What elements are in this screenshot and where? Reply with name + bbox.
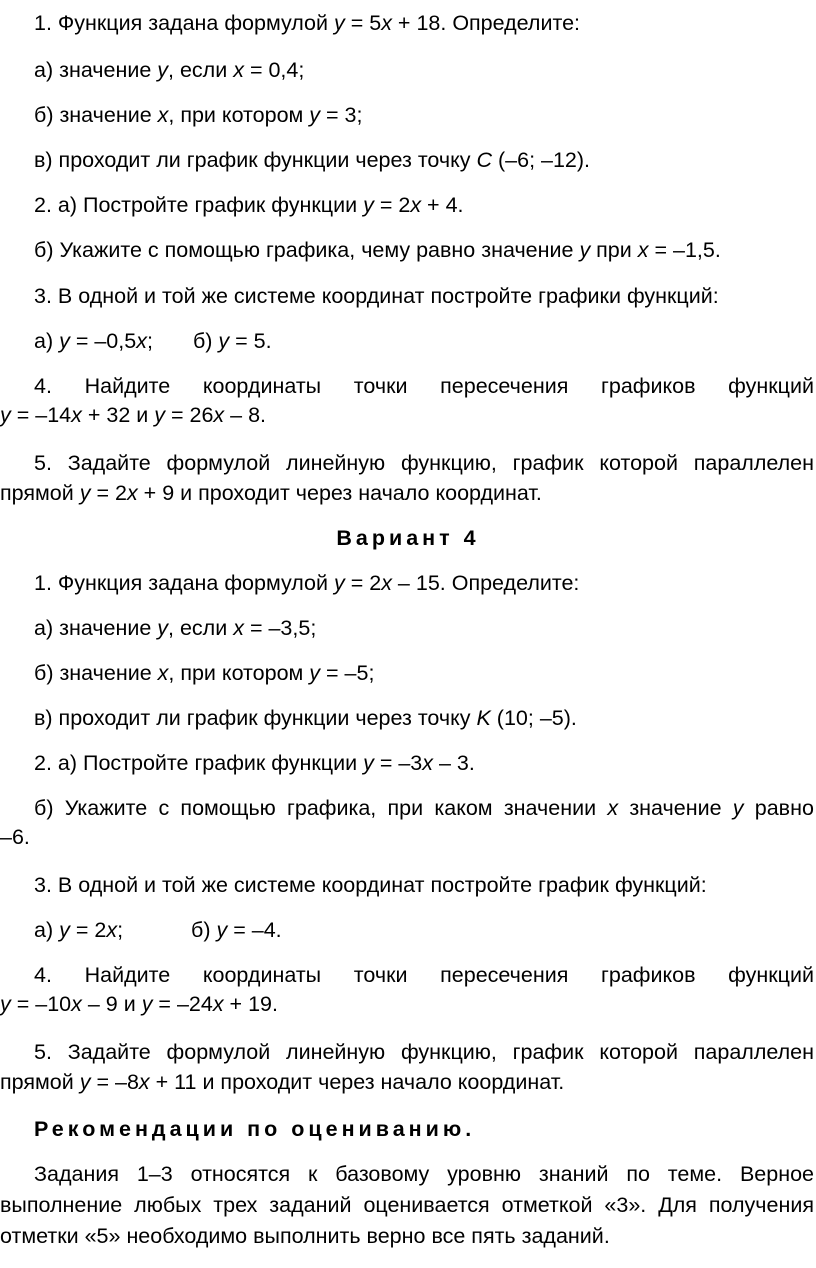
v4-task5-line1: 5. Задайте формулой линейную функцию, график которой параллелен xyxy=(34,1040,814,1064)
v3-task1: 1. Функция задана формулой y = 5x + 18. Определите: xyxy=(34,11,581,35)
v4-task1c: в) проходит ли график функции через точку K (10; –5). xyxy=(34,706,577,730)
v3-task1b: б) значение x, при котором y = 3; xyxy=(34,103,363,127)
v3-task3: 3. В одной и той же системе координат постройте графики функций: xyxy=(34,284,719,308)
recommendations-line1: Задания 1–3 относятся к базовому уровню знаний по теме. Верное xyxy=(34,1162,814,1186)
v4-task1b: б) значение x, при котором y = –5; xyxy=(34,661,375,685)
v3-task5-line2: прямой y = 2x + 9 и проходит через начало координат. xyxy=(0,481,542,505)
v3-task1c: в) проходит ли график функции через точку C (–6; –12). xyxy=(34,148,591,172)
variant4-heading: Вариант 4 xyxy=(336,526,480,550)
recommendations-line2: выполнение любых трех заданий оценивается отметкой «3». Для получения xyxy=(0,1193,814,1217)
v4-task3ab: а) y = 2x; б) y = –4. xyxy=(34,918,282,942)
v3-task5-line1: 5. Задайте формулой линейную функцию, график которой параллелен xyxy=(34,451,814,475)
v4-task3: 3. В одной и той же системе координат постройте график функций: xyxy=(34,873,707,897)
recommendations-heading: Рекомендации по оцениванию. xyxy=(34,1117,476,1141)
v4-task1a: а) значение y, если x = –3,5; xyxy=(34,616,317,640)
v4-task2b-line2: –6. xyxy=(0,825,30,849)
v3-task3ab: а) y = –0,5x; б) y = 5. xyxy=(34,329,272,353)
recommendations-line3: отметки «5» необходимо выполнить верно все пять заданий. xyxy=(0,1224,610,1248)
v3-task1a: а) значение y, если x = 0,4; xyxy=(34,58,305,82)
v4-task2b-line1: б) Укажите с помощью графика, при каком значении x значение y равно xyxy=(34,796,814,820)
v4-task5-line2: прямой y = –8x + 11 и проходит через начало координат. xyxy=(0,1070,565,1094)
v4-task2a: 2. а) Постройте график функции y = –3x – 3. xyxy=(34,751,475,775)
v3-task4-line2: y = –14x + 32 и y = 26x – 8. xyxy=(0,403,267,427)
v4-task4-line1: 4. Найдите координаты точки пересечения графиков функций xyxy=(34,963,814,987)
v4-task1: 1. Функция задана формулой y = 2x – 15. Определите: xyxy=(34,571,580,595)
v4-task4-line2: y = –10x – 9 и y = –24x + 19. xyxy=(0,992,278,1016)
v3-task4-line1: 4. Найдите координаты точки пересечения графиков функций xyxy=(34,374,814,398)
v3-task2b: б) Укажите с помощью графика, чему равно значение y при x = –1,5. xyxy=(34,238,721,262)
v3-task2a: 2. а) Постройте график функции y = 2x + 4. xyxy=(34,193,464,217)
